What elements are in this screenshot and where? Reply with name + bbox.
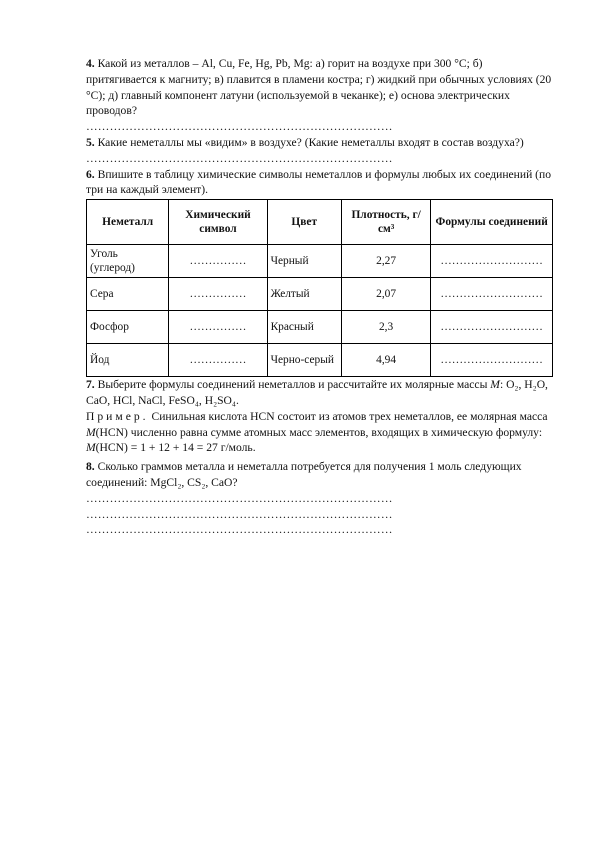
question-7-number: 7. [86,378,95,392]
cell-symbol-blank[interactable]: …………… [169,344,267,377]
question-6 [86,167,556,199]
question-7-formulas: O₂, H₂O, CaO, HCl, NaCl, FeSO₄, H₂SO₄. [86,378,548,407]
question-5-number: 5. [86,135,95,149]
question-4 [86,56,556,119]
cell-formulas-blank[interactable]: ……………………… [431,311,553,344]
question-8-answer-line[interactable]: …………………………………………………………………… [86,523,393,537]
cell-color: Желтый [267,278,341,311]
question-7-example [86,409,556,441]
question-7-text: Выберите формулы соединений неметаллов и рассчитайте их молярные массы [94,378,491,392]
question-4-answer-line[interactable]: …………………………………………………………………… [86,120,393,134]
calc-molar-mass-symbol: M [86,441,96,455]
worksheet-page [86,56,556,538]
cell-name: Фосфор [87,311,169,344]
cell-density: 2,3 [341,311,430,344]
question-8-number: 8. [86,460,95,474]
table-header-row [87,200,553,245]
cell-symbol-blank[interactable]: …………… [169,278,267,311]
header-symbol: Химический символ [169,200,267,245]
question-4-number: 4. [86,57,95,70]
example-text: Синильная кислота HCN состоит из атомов трех неметаллов, ее молярная масса [148,409,548,423]
question-8-answer-line[interactable]: …………………………………………………………………… [86,507,393,521]
cell-density: 2,07 [341,278,430,311]
question-8-answer-line[interactable]: …………………………………………………………………… [86,491,393,505]
example-word: Пример. [86,409,149,423]
question-8-text: Сколько граммов металла и неметалла потребуется для получения 1 моль следующих соединений: MgCl₂, CS₂, CaO? [86,460,522,489]
question-8 [86,459,556,491]
table-row [87,278,553,311]
question-7 [86,377,556,409]
cell-formulas-blank[interactable]: ……………………… [431,245,553,278]
question-5 [86,135,556,151]
calc-text: (HCN) = 1 + 12 + 14 = 27 г/моль. [95,441,256,455]
table-row [87,245,553,278]
table-row [87,344,553,377]
cell-density: 2,27 [341,245,430,278]
cell-symbol-blank[interactable]: …………… [169,311,267,344]
question-7-colon: : [499,378,507,392]
question-4-text: Какой из металлов – Al, Cu, Fe, Hg, Pb, Mg: а) горит на воздухе при 300 °С; б) притягивается к магниту; в) плавится в пламени костра; г) жидкий при обычных условиях (20 °С); д) главный компонент латуни (используемой в чеканке); е) основа электрических проводов? [86,57,552,118]
cell-color: Черный [267,245,341,278]
cell-name: Сера [87,278,169,311]
cell-color: Черно-серый [267,344,341,377]
nonmetals-table [86,199,553,377]
cell-name: Йод [87,344,169,377]
table-row [87,311,553,344]
example-text-2: (HCN) численно равна сумме атомных масс элементов, входящих в химическую формулу: [95,425,543,439]
cell-color: Красный [267,311,341,344]
molar-mass-symbol: M [490,378,500,392]
cell-name: Уголь (углерод) [87,245,169,278]
header-nonmetal: Неметалл [87,200,169,245]
question-6-number: 6. [86,167,95,181]
question-5-answer-line[interactable]: …………………………………………………………………… [86,151,393,165]
header-color: Цвет [267,200,341,245]
example-molar-mass-symbol: M [86,425,96,439]
cell-formulas-blank[interactable]: ……………………… [431,344,553,377]
cell-symbol-blank[interactable]: …………… [169,245,267,278]
header-formulas: Формулы соединений [431,200,553,245]
cell-density: 4,94 [341,344,430,377]
question-6-text: Впишите в таблицу химические символы неметаллов и формулы любых их соединений (по три на каждый элемент). [86,167,552,197]
question-5-text: Какие неметаллы мы «видим» в воздухе? (Какие неметаллы входят в состав воздуха?) [94,135,524,149]
header-density: Плотность, г/см³ [341,200,430,245]
example-calculation [86,440,556,456]
cell-formulas-blank[interactable]: ……………………… [431,278,553,311]
